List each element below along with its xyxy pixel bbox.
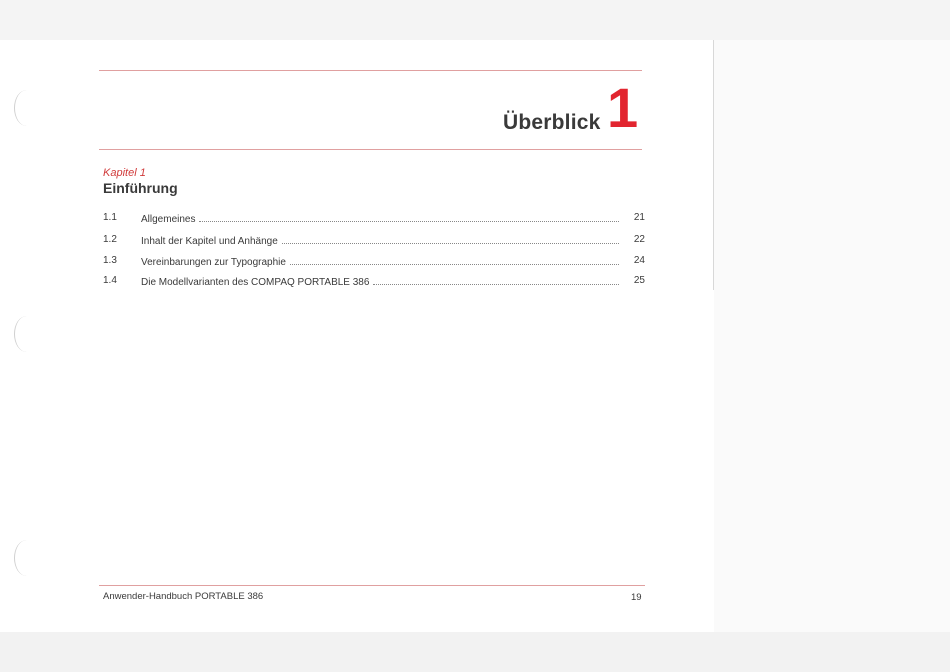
toc-text: Die Modellvarianten des COMPAQ PORTABLE 386 — [141, 277, 370, 288]
punch-hole — [14, 90, 39, 126]
toc-entry — [103, 234, 645, 248]
toc-page: 21 — [633, 212, 645, 223]
toc-text: Allgemeines — [141, 214, 196, 225]
punch-hole — [14, 316, 39, 352]
toc-number: 1.2 — [103, 234, 117, 245]
toc-leader — [373, 275, 619, 285]
footer-page-number: 19 — [631, 592, 642, 603]
toc-entry — [103, 255, 645, 269]
toc-leader — [282, 234, 619, 244]
punch-hole — [14, 540, 39, 576]
toc-number: 1.4 — [103, 275, 117, 286]
toc-page: 22 — [633, 234, 645, 245]
footer-title: Anwender-Handbuch PORTABLE 386 — [103, 591, 264, 602]
footer-rule — [99, 585, 645, 586]
chapter-number: 1 — [607, 76, 639, 139]
toc-leader — [199, 212, 619, 222]
scan-top-margin — [0, 0, 950, 40]
page-edge — [713, 40, 714, 290]
toc-text: Inhalt der Kapitel und Anhänge — [141, 236, 278, 247]
toc-entry — [103, 212, 645, 226]
kapitel-label: Kapitel 1 — [103, 167, 146, 179]
toc-entry — [103, 275, 645, 289]
header-top-rule — [99, 70, 642, 71]
toc-number: 1.1 — [103, 212, 117, 223]
toc-text: Vereinbarungen zur Typographie — [141, 257, 286, 268]
toc-page: 24 — [633, 255, 645, 266]
scan-bottom-margin — [0, 632, 950, 672]
toc-number: 1.3 — [103, 255, 117, 266]
chapter-title: Überblick — [503, 111, 601, 134]
section-title: Einführung — [103, 180, 178, 196]
toc-leader — [290, 255, 619, 265]
header-bottom-rule — [99, 149, 642, 150]
toc-page: 25 — [633, 275, 645, 286]
